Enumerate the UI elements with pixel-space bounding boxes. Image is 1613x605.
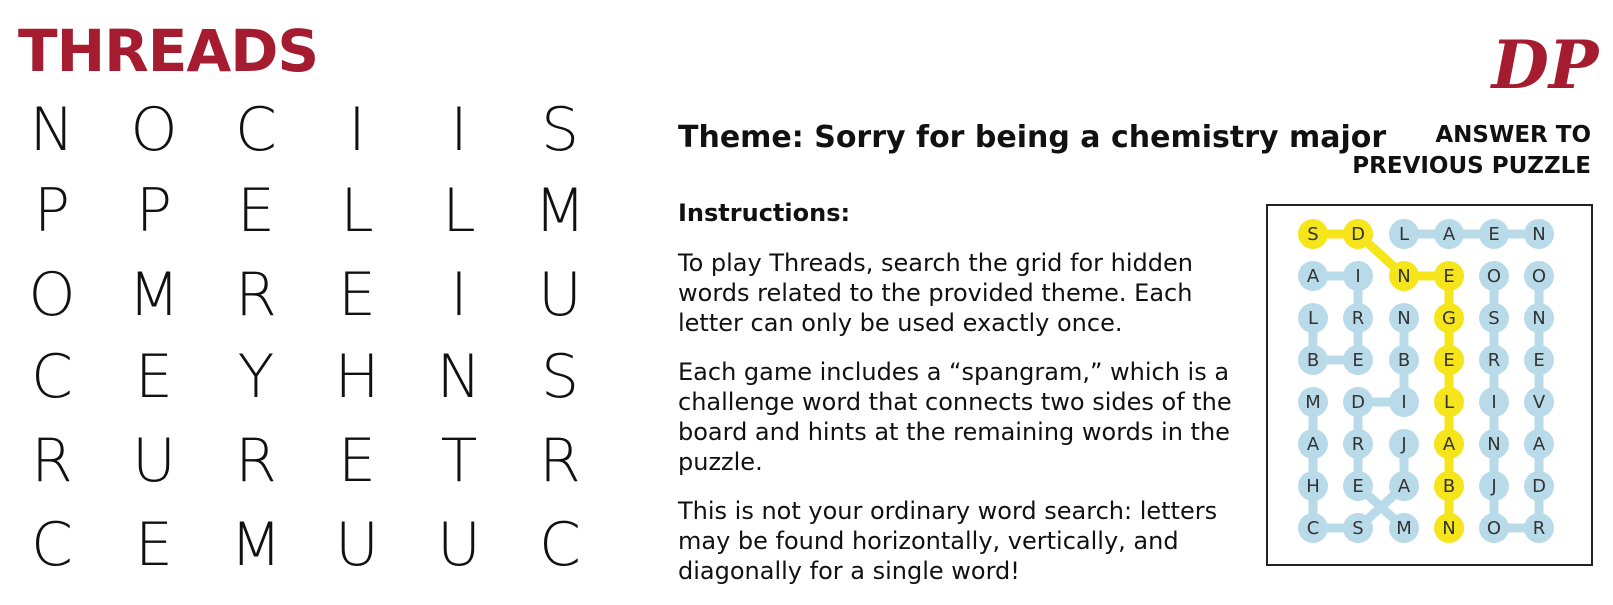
answer-letter: H [1306,476,1320,497]
instructions-paragraph: To play Threads, search the grid for hidden words related to the provided theme. Each letter can only be used exactly once. [678,249,1193,337]
answer-letter: N [1397,266,1411,287]
grid-letter: N [436,342,482,412]
answer-letter: B [1306,350,1320,371]
grid-letter: O [130,95,178,165]
answer-letter: B [1397,350,1411,371]
instructions-paragraph: Each game includes a “spangram,” which is a challenge word that connects two sides of the board and hints at the remaining words in the puzzle. [678,358,1232,476]
answer-letter: R [1351,434,1365,455]
grid-letter: L [340,176,374,246]
answer-letter: N [1487,434,1501,455]
grid-letter: S [540,95,580,165]
grid-letter: U [538,260,582,330]
answer-letter: E [1533,350,1545,371]
grid-letter: R [539,426,581,496]
answer-letter: L [1443,392,1455,413]
grid-letter: L [442,176,476,246]
answer-letter: M [1396,518,1412,539]
grid-letter: E [338,426,376,496]
answer-letter: C [1306,518,1320,539]
grid-letter: E [237,176,275,246]
answer-letter: R [1351,308,1365,329]
answer-letter: A [1442,434,1456,455]
puzzle-theme: Theme: Sorry for being a chemistry major [678,120,1387,155]
answer-letter: I [1355,266,1361,287]
previous-answer-board [1266,204,1593,566]
answer-letter: D [1351,392,1365,413]
grid-letter: M [534,176,586,246]
letter-grid [0,0,620,605]
answer-letter: A [1532,434,1546,455]
grid-letter: O [28,260,76,330]
answer-letter: D [1532,476,1546,497]
answer-letter: E [1443,350,1455,371]
answer-letter: S [1352,518,1364,539]
answer-letter: A [1306,434,1320,455]
grid-letter: M [128,260,180,330]
answer-letter: J [1491,476,1497,497]
logo-text: DP [1491,26,1599,102]
answer-grid [1268,206,1591,564]
answer-letter: E [1352,350,1364,371]
answer-letter: E [1443,266,1455,287]
answer-letter: N [1442,518,1456,539]
answer-heading-line: PREVIOUS PUZZLE [1352,153,1591,179]
answer-heading [1352,120,1591,182]
grid-letter: P [33,176,71,246]
game-title: THREADS [18,17,319,85]
grid-letter: U [437,510,481,580]
instructions-heading: Instructions: [678,199,851,227]
grid-letter: C [31,342,73,412]
answer-letter: O [1486,266,1502,287]
answer-letter: R [1487,350,1501,371]
answer-letter: A [1306,266,1320,287]
answer-letter: D [1351,224,1365,245]
grid-letter: P [135,176,173,246]
answer-letter: A [1442,224,1456,245]
answer-letter: N [1397,308,1411,329]
answer-letter: I [1491,392,1497,413]
grid-letter: H [334,342,380,412]
grid-letter: C [539,510,581,580]
answer-letter: O [1486,518,1502,539]
instructions-paragraph: This is not your ordinary word search: letters may be found horizontally, vertically, and diagonally for a single word! [678,497,1218,585]
grid-letter: E [135,510,173,580]
grid-letter: C [31,510,73,580]
grid-letter: Y [237,342,275,412]
grid-letter: I [348,95,366,165]
answer-letter: I [1401,392,1407,413]
answer-letter: G [1442,308,1456,329]
grid-letter: T [440,426,478,496]
answer-letter: M [1305,392,1321,413]
grid-letter: C [235,95,277,165]
grid-letter: E [135,342,173,412]
answer-letter: N [1532,224,1546,245]
answer-letter: S [1307,224,1319,245]
answer-letter: R [1532,518,1546,539]
answer-letter: N [1532,308,1546,329]
grid-letter: I [450,95,468,165]
answer-letter: L [1398,224,1410,245]
grid-letter: R [235,260,277,330]
grid-letter: R [31,426,73,496]
grid-letter: N [29,95,75,165]
answer-letter: S [1488,308,1500,329]
grid-letter: E [338,260,376,330]
answer-letter: B [1442,476,1456,497]
grid-letter: M [230,510,282,580]
answer-letter: E [1488,224,1500,245]
grid-letter: I [450,260,468,330]
grid-letter: U [335,510,379,580]
grid-letter: R [235,426,277,496]
answer-letter: J [1401,434,1407,455]
answer-letter: L [1307,308,1319,329]
answer-letter: A [1397,476,1411,497]
answer-heading-line: ANSWER TO [1435,122,1591,148]
dp-logo [1490,22,1600,102]
answer-letter: E [1352,476,1364,497]
answer-letter: O [1531,266,1547,287]
answer-letter: V [1532,392,1546,413]
grid-letter: U [132,426,176,496]
grid-letter: S [540,342,580,412]
